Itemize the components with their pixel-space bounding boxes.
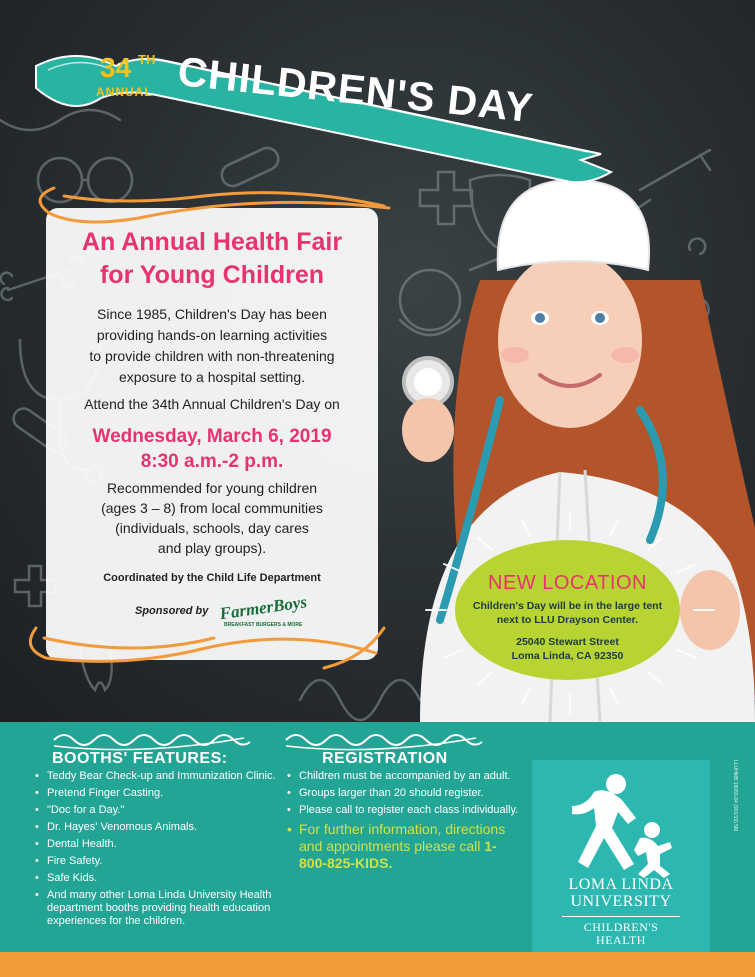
llu-university-name [532, 876, 710, 910]
event-date-time [46, 424, 378, 474]
coordinated-by: Coordinated by the Child Life Department [103, 572, 321, 584]
list-item: • And many other Loma Linda University Health department booths providing health education experiences for the children. [32, 889, 292, 928]
booths-features-heading: BOOTHS' FEATURES: [52, 750, 228, 767]
llu-divider [562, 916, 680, 917]
banner-annual: ANNUAL [96, 85, 153, 99]
card-description [46, 304, 378, 388]
sponsored-by-label: Sponsored by [135, 605, 209, 617]
event-date: Wednesday, March 6, 2019 [92, 426, 332, 447]
new-location-description [455, 599, 680, 627]
address-street: 25040 Stewart Street [516, 636, 619, 648]
banner-title: CHILDREN'S DAY [175, 48, 536, 132]
card-rec-line-1: Recommended for young children [106, 480, 318, 496]
list-item: • Pretend Finger Casting. [32, 787, 292, 800]
event-time: 8:30 a.m.-2 p.m. [140, 451, 284, 472]
card-body-line-4: exposure to a hospital setting. [118, 369, 305, 385]
farmer-boys-logo [218, 592, 309, 630]
list-item: • Dental Health. [32, 838, 292, 851]
llu-children-figures-icon [556, 772, 686, 872]
card-body-line-3: to provide children with non-threatening [89, 348, 335, 364]
registration-heading: REGISTRATION [322, 750, 448, 767]
location-desc-line-1: Children's Day will be in the large tent [472, 600, 663, 612]
orange-footer-strip [0, 952, 755, 977]
new-location-address [455, 635, 680, 663]
svg-text:FarmerBoys: FarmerBoys [218, 592, 309, 624]
card-title-line-2: for Young Children [99, 261, 325, 289]
phone-number[interactable]: 1-800-825-KIDS. [299, 838, 497, 871]
card-recommendation [46, 478, 378, 558]
card-title-line-1: An Annual Health Fair [81, 228, 343, 256]
booths-features-list [32, 770, 292, 932]
list-item: • Dr. Hayes' Venomous Animals. [32, 821, 292, 834]
card-rec-line-4: and play groups). [157, 540, 267, 556]
llu-name-line-2: UNIVERSITY [570, 893, 672, 910]
llu-childrens-health [532, 921, 710, 947]
card-rec-line-3: (individuals, schools, day cares [115, 520, 309, 536]
card-body-line-1: Since 1985, Children's Day has been [97, 306, 327, 322]
llu-name-line-1: LOMA LINDA [568, 876, 674, 893]
card-headline [46, 226, 378, 292]
contact-info-text: For further information, directions and appointments please call [299, 821, 506, 854]
banner-ordinal: TH [138, 52, 156, 67]
llu-sub-line-2: HEALTH [596, 933, 646, 947]
list-item: • Safe Kids. [32, 872, 292, 885]
print-code: LLUHMB 18083-04 (901/19) 5M [732, 760, 738, 832]
registration-list [284, 770, 524, 876]
new-location-title: NEW LOCATION [488, 572, 647, 594]
list-item: • Fire Safety. [32, 855, 292, 868]
list-item: • Groups larger than 20 should register. [284, 787, 524, 800]
list-item: • "Doc for a Day." [32, 804, 292, 817]
list-item: • Please call to register each class individually. [284, 804, 524, 817]
svg-text:BREAKFAST BURGERS & MORE: BREAKFAST BURGERS & MORE [224, 622, 303, 628]
banner-number: 34 [100, 52, 132, 83]
card-attend: Attend the 34th Annual Children's Day on [84, 396, 340, 412]
card-rec-line-2: (ages 3 – 8) from local communities [101, 500, 323, 516]
card-body-line-2: providing hands-on learning activities [96, 327, 328, 343]
contact-info-item [284, 821, 524, 872]
llu-sub-line-1: CHILDREN'S [583, 920, 659, 934]
list-item: • Teddy Bear Check-up and Immunization Clinic. [32, 770, 292, 783]
list-item: • Children must be accompanied by an adult. [284, 770, 524, 783]
location-desc-line-2: next to LLU Drayson Center. [496, 614, 639, 626]
address-city: Loma Linda, CA 92350 [511, 650, 624, 662]
